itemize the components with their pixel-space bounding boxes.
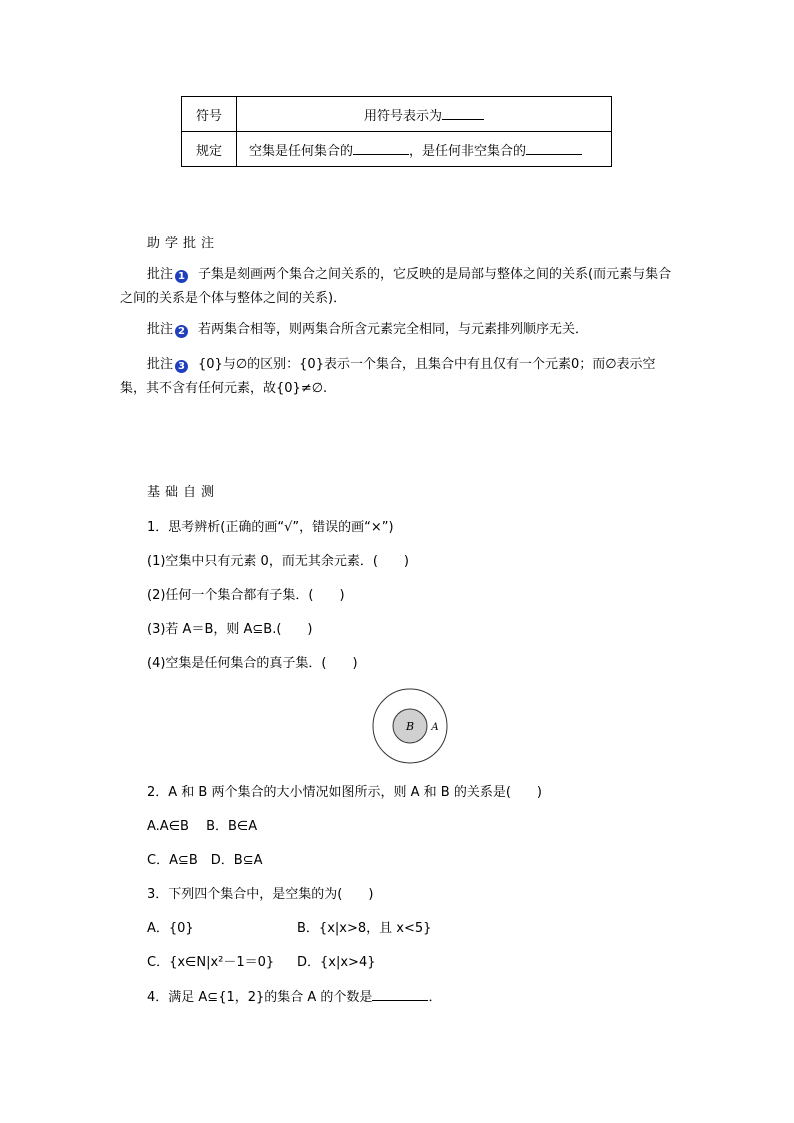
note-1: [120, 263, 680, 311]
note-text: 子集是刻画两个集合之间关系的，它反映的是局部与整体之间的关系(而元素与集合之间的关系是个体与整体之间的关系)．: [120, 267, 672, 306]
question-3-stem: 3．下列四个集合中，是空集的为( ): [147, 887, 374, 902]
question-3-option-c: C．{x∈N|x²－1＝0}: [147, 955, 275, 970]
question-1-item: (2)任何一个集合都有子集．( ): [147, 588, 345, 603]
table-cell-content: [237, 97, 612, 132]
exercise-heading: 基础自测: [147, 485, 220, 500]
question-1-stem: 1．思考辨析(正确的画“√”，错误的画“×”): [147, 520, 394, 535]
answer-blank: [353, 141, 409, 155]
table-row: [182, 132, 612, 167]
note-3: [120, 353, 680, 401]
question-4-stem: 4．满足 A⊆{1，2}的集合 A 的个数是: [147, 990, 373, 1005]
note-text: {0}与∅的区别：{0}表示一个集合，且集合中有且仅有一个元素0；而∅表示空集，其不含有任何元素，故{0}≠∅.: [120, 357, 656, 396]
set-diagram: [370, 686, 450, 766]
question-1-item: (1)空集中只有元素 0，而无其余元素．( ): [147, 554, 409, 569]
question-2-options: C．A⊆B D．B⊆A: [147, 853, 263, 868]
answer-blank: [526, 141, 582, 155]
question-2-options: A.A∈B B．B∈A: [147, 819, 258, 834]
note-label: 批注: [147, 357, 174, 372]
notes-heading: 助学批注: [147, 236, 220, 251]
note-badge: 1: [175, 270, 188, 283]
definition-table: [181, 96, 612, 167]
table-cell-label: 符号: [182, 97, 237, 132]
question-1-item: (3)若 A＝B，则 A⊆B.( ): [147, 622, 313, 637]
note-2: [120, 318, 680, 342]
question-1-item: (4)空集是任何集合的真子集．( ): [147, 656, 358, 671]
question-2-stem: 2．A 和 B 两个集合的大小情况如图所示，则 A 和 B 的关系是( ): [147, 785, 542, 800]
question-3-option-a: A．{0}: [147, 921, 194, 936]
table-cell-content: [237, 132, 612, 167]
table-row: [182, 97, 612, 132]
note-text: 若两集合相等，则两集合所含元素完全相同，与元素排列顺序无关．: [198, 322, 589, 337]
note-label: 批注: [147, 267, 174, 282]
outer-set-label: A: [431, 722, 439, 733]
note-badge: 2: [175, 325, 188, 338]
table-cell-label: 规定: [182, 132, 237, 167]
note-badge: 3: [175, 360, 188, 373]
question-3-option-d: D．{x|x>4}: [297, 955, 376, 970]
table-cell-text: 空集是任何集合的: [249, 143, 354, 159]
table-cell-text: 用符号表示为: [363, 108, 442, 124]
inner-set-label: B: [405, 720, 415, 733]
answer-blank: [442, 106, 484, 120]
note-label: 批注: [147, 322, 174, 337]
question-4: [147, 986, 441, 1005]
question-3-option-b: B．{x|x>8，且 x<5}: [297, 921, 432, 936]
table-cell-text: ，是任何非空集合的: [409, 143, 527, 159]
answer-blank: [372, 987, 428, 1001]
question-4-tail: ．: [428, 990, 442, 1005]
